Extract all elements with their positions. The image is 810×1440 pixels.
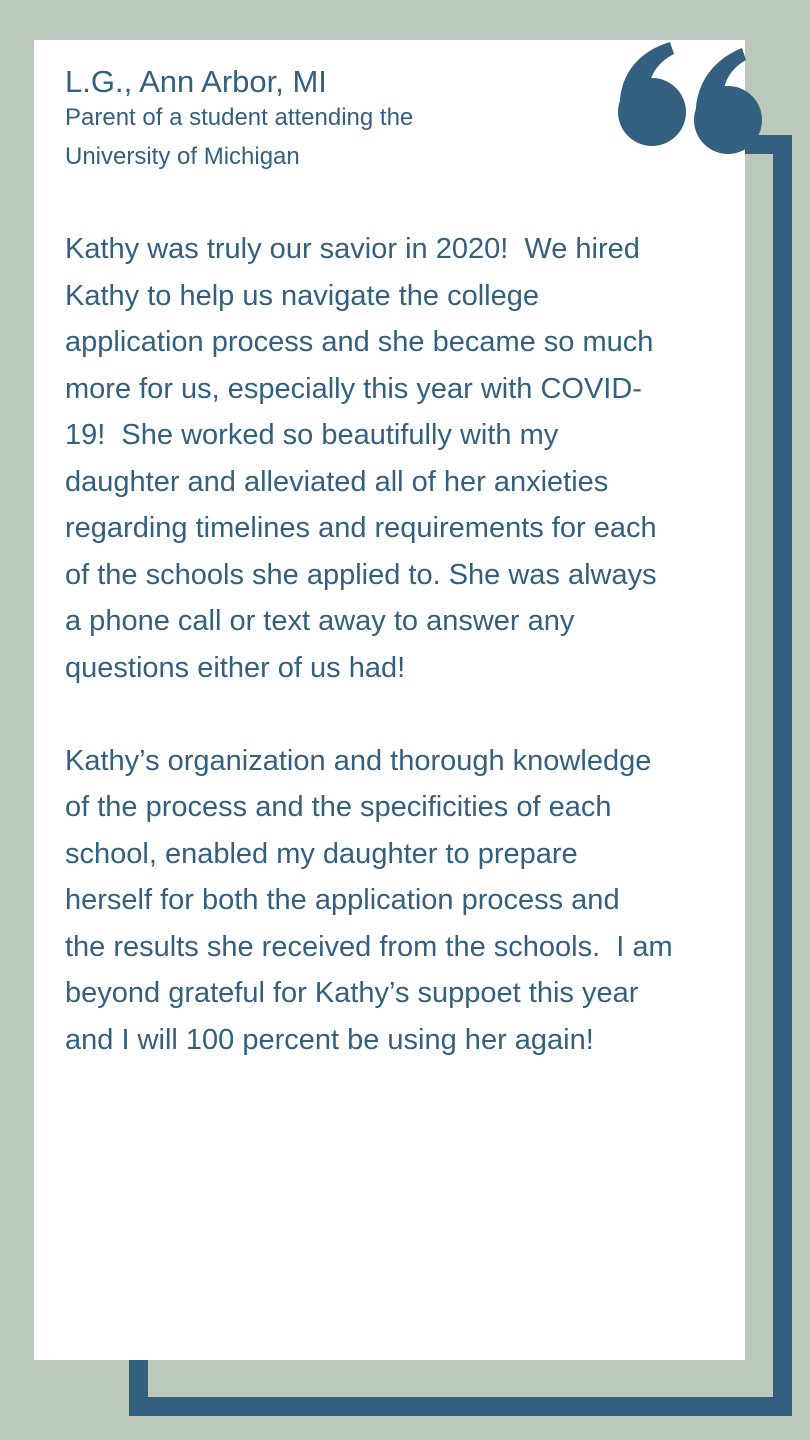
author-role bbox=[65, 98, 545, 176]
body-line: a phone call or text away to answer any bbox=[65, 605, 575, 637]
paragraph-break bbox=[65, 691, 735, 738]
body-line: Kathy was truly our savior in 2020! We hired bbox=[65, 233, 640, 265]
body-line: and I will 100 percent be using her again! bbox=[65, 1023, 594, 1056]
body-line: Kathy’s organization and thorough knowledge bbox=[65, 744, 652, 777]
author-name: L.G., Ann Arbor, MI bbox=[65, 64, 327, 99]
body-line: beyond grateful for Kathy’s suppoet this year bbox=[65, 977, 639, 1009]
body-line: application process and she became so much bbox=[65, 326, 654, 358]
body-line: questions either of us had! bbox=[65, 651, 406, 684]
body-line: 19! She worked so beautifully with my bbox=[65, 419, 559, 451]
body-line: Kathy to help us navigate the college bbox=[65, 279, 539, 312]
author-role-line: University of Michigan bbox=[65, 143, 300, 170]
body-line: regarding timelines and requirements for each bbox=[65, 512, 657, 544]
body-line: herself for both the application process and bbox=[65, 884, 620, 916]
testimonial-card bbox=[34, 40, 745, 1360]
body-line: school, enabled my daughter to prepare bbox=[65, 837, 578, 870]
testimonial-body bbox=[65, 226, 735, 1063]
body-line: of the process and the specificities of each bbox=[65, 791, 612, 823]
body-line: of the schools she applied to. She was always bbox=[65, 558, 657, 591]
double-quote-icon bbox=[614, 40, 774, 170]
body-line: the results she received from the schools. I am bbox=[65, 930, 673, 963]
author-role-line: Parent of a student attending the bbox=[65, 104, 414, 131]
body-line: daughter and alleviated all of her anxieties bbox=[65, 465, 609, 498]
body-line: more for us, especially this year with COVID- bbox=[65, 372, 642, 405]
